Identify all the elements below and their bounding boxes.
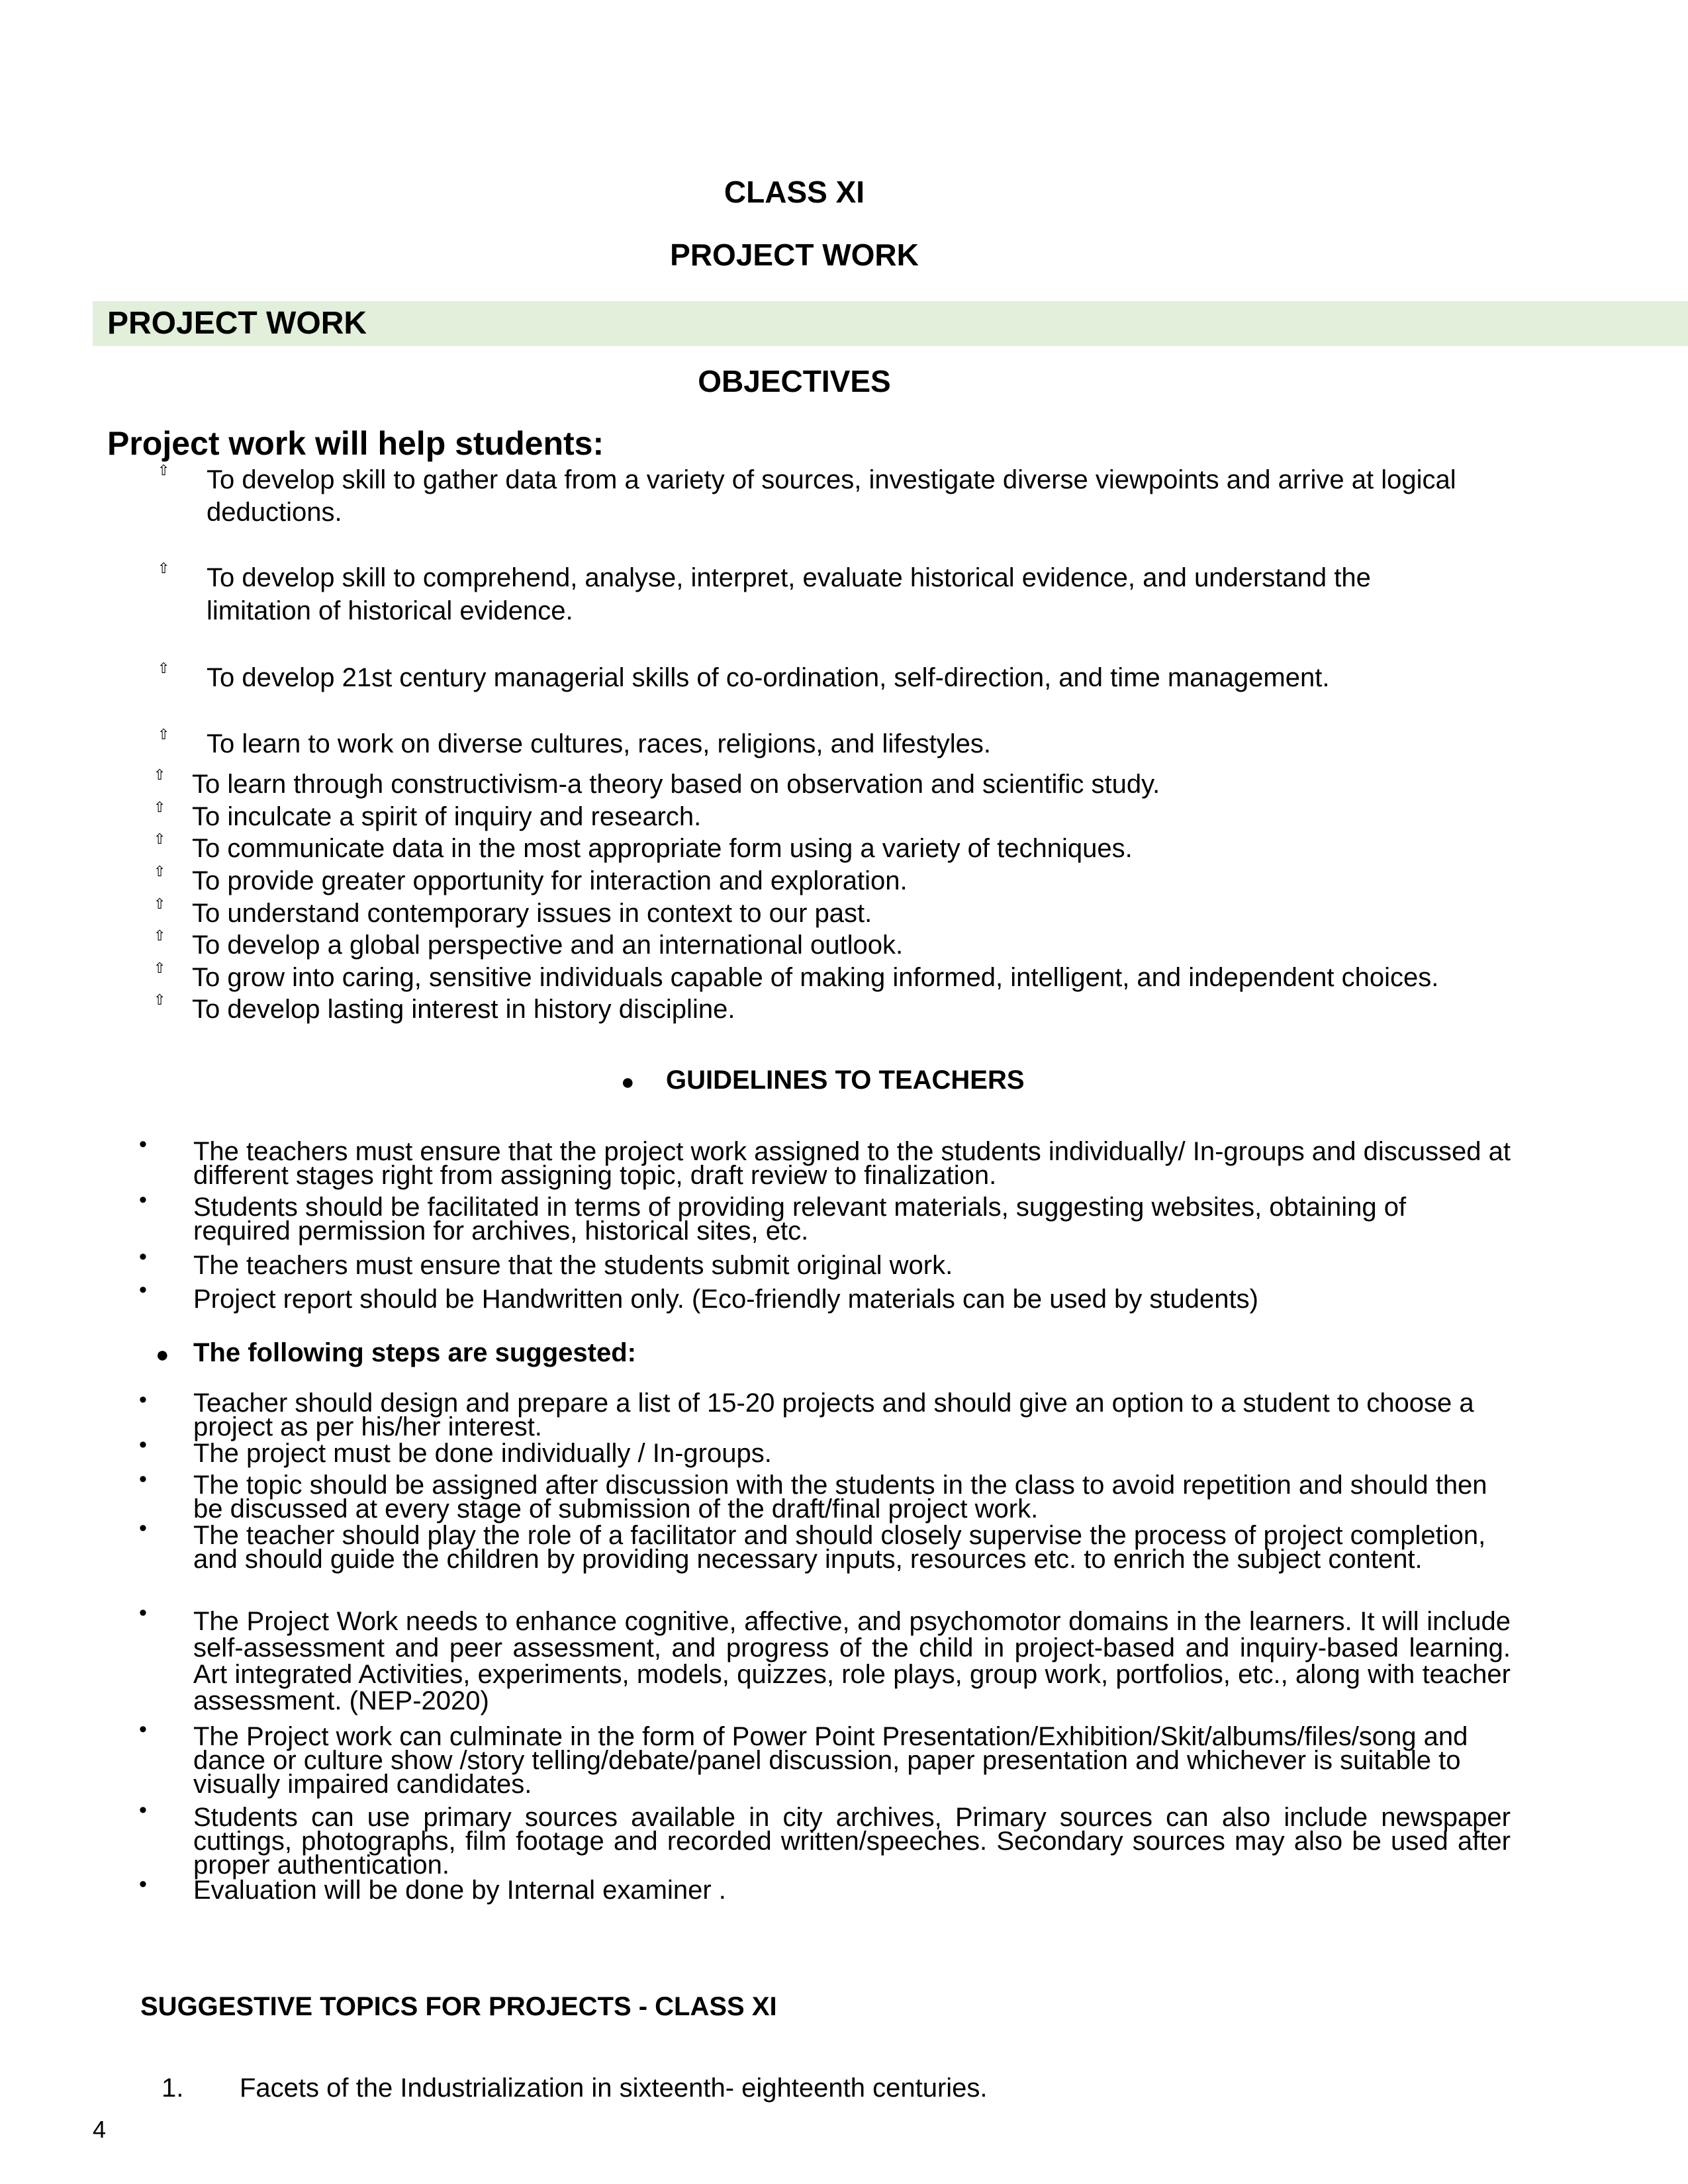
project-title: PROJECT WORK bbox=[670, 238, 919, 272]
list-item: ⇧ To develop lasting interest in history discipline. bbox=[154, 991, 735, 1024]
list-item-continuation: limitation of historical evidence. bbox=[207, 596, 573, 625]
arrow-bullet-icon: ⇧ bbox=[154, 960, 166, 976]
list-item: ⇧ To develop 21st century managerial skills of co-ordination, self-direction, and time management. bbox=[158, 660, 1330, 692]
list-item: The teachers must ensure that the project work assigned to the students individually/ In-groups and discussed at different stages right from assigning topic, draft review to finalization. bbox=[193, 1137, 1511, 1190]
list-item: ⇧ To learn to work on diverse cultures, races, religions, and lifestyles. bbox=[158, 726, 991, 758]
guidelines-heading: GUIDELINES TO TEACHERS bbox=[666, 1066, 1025, 1095]
bullet-icon: • bbox=[139, 1244, 147, 1269]
arrow-bullet-icon: ⇧ bbox=[158, 462, 170, 478]
objectives-intro: Project work will help students: bbox=[107, 425, 604, 462]
bullet-icon: • bbox=[139, 1187, 147, 1212]
list-item: The project must be done individually / In-groups. bbox=[193, 1439, 772, 1468]
list-item: ⇧ To inculcate a spirit of inquiry and research. bbox=[154, 799, 702, 831]
list-item: ⇧ To develop skill to comprehend, analyse, interpret, evaluate historical evidence, and understand the bbox=[158, 560, 1371, 592]
steps-heading: The following steps are suggested: bbox=[193, 1338, 636, 1367]
list-item: The topic should be assigned after discussion with the students in the class to avoid repetition and should then be discussed at every stage of submission of the draft/final project work. bbox=[193, 1471, 1487, 1524]
objectives-heading: OBJECTIVES bbox=[698, 364, 891, 398]
list-item: ⇧ To understand contemporary issues in context to our past. bbox=[154, 895, 872, 928]
list-item: Students can use primary sources available in city archives, Primary sources can also include newspaper cuttings, photographs, film footage and recorded written/speeches. Secondary sources may also be used after proper authentication. bbox=[193, 1803, 1511, 1880]
arrow-bullet-icon: ⇧ bbox=[158, 560, 170, 576]
bullet-icon: ● bbox=[156, 1342, 169, 1367]
topic-number: 1. bbox=[162, 2073, 184, 2103]
section-band-label: PROJECT WORK bbox=[107, 306, 367, 341]
list-item: The Project Work needs to enhance cognitive, affective, and psychomotor domains in the learners. It will include self-assessment and peer assessment, and progress of the child in project-based and inquiry-based learning. Art integrated Activities, experiments, models, quizzes, role plays, group work, portfolios, etc., along with teacher assessment. (NEP-2020) bbox=[193, 1607, 1511, 1715]
arrow-bullet-icon: ⇧ bbox=[154, 863, 166, 880]
bullet-icon: • bbox=[139, 1600, 147, 1625]
list-item: Evaluation will be done by Internal examiner . bbox=[193, 1876, 726, 1905]
arrow-bullet-icon: ⇧ bbox=[154, 799, 166, 815]
arrow-bullet-icon: ⇧ bbox=[158, 660, 170, 676]
list-item: ⇧ To grow into caring, sensitive individuals capable of making informed, intelligent, and independent choices. bbox=[154, 960, 1439, 992]
list-item: Project report should be Handwritten only. (Eco-friendly materials can be used by students) bbox=[193, 1285, 1258, 1314]
arrow-bullet-icon: ⇧ bbox=[154, 831, 166, 847]
bullet-icon: • bbox=[139, 1432, 147, 1457]
bullet-icon: • bbox=[139, 1872, 147, 1897]
list-item: The Project work can culminate in the form of Power Point Presentation/Exhibition/Skit/albums/files/song and dance or culture show /story telling/debate/panel discussion, paper presentation and whichever is suitable to visually impaired candidates. bbox=[193, 1722, 1468, 1799]
list-item: ⇧ To communicate data in the most appropriate form using a variety of techniques. bbox=[154, 831, 1133, 863]
class-title: CLASS XI bbox=[724, 175, 865, 209]
list-item: ⇧ To learn through constructivism-a theory based on observation and scientific study. bbox=[154, 766, 1160, 799]
list-item: ⇧ To develop skill to gather data from a variety of sources, investigate diverse viewpoints and arrive at logical bbox=[158, 462, 1456, 494]
arrow-bullet-icon: ⇧ bbox=[154, 927, 166, 944]
list-item: Teacher should design and prepare a list of 15-20 projects and should give an option to a student to choose a project as per his/her interest. bbox=[193, 1388, 1474, 1441]
arrow-bullet-icon: ⇧ bbox=[154, 766, 166, 783]
list-item: Students should be facilitated in terms of providing relevant materials, suggesting websites, obtaining of required permission for archives, historical sites, etc. bbox=[193, 1193, 1407, 1246]
topic-text: Facets of the Industrialization in sixteenth- eighteenth centuries. bbox=[240, 2073, 988, 2103]
list-item: The teachers must ensure that the students submit original work. bbox=[193, 1251, 953, 1280]
bullet-icon: • bbox=[139, 1797, 147, 1823]
arrow-bullet-icon: ⇧ bbox=[158, 726, 170, 743]
bullet-icon: • bbox=[139, 1516, 147, 1541]
list-item-continuation: deductions. bbox=[207, 498, 342, 527]
topics-heading: SUGGESTIVE TOPICS FOR PROJECTS - CLASS XI bbox=[140, 1992, 777, 2021]
bullet-icon: • bbox=[139, 1277, 147, 1302]
section-band bbox=[93, 301, 1688, 346]
list-item: ⇧ To provide greater opportunity for interaction and exploration. bbox=[154, 863, 908, 895]
bullet-icon: • bbox=[139, 1387, 147, 1412]
arrow-bullet-icon: ⇧ bbox=[154, 991, 166, 1008]
list-item: ⇧ To develop a global perspective and an international outlook. bbox=[154, 927, 904, 960]
bullet-icon: • bbox=[139, 1717, 147, 1742]
arrow-bullet-icon: ⇧ bbox=[154, 895, 166, 912]
page-number: 4 bbox=[93, 2116, 107, 2143]
bullet-icon: ● bbox=[621, 1069, 635, 1095]
list-item: The teacher should play the role of a facilitator and should closely supervise the process of project completion, and should guide the children by providing necessary inputs, resources etc. to enrich the subject content. bbox=[193, 1521, 1486, 1574]
bullet-icon: • bbox=[139, 1132, 147, 1157]
bullet-icon: • bbox=[139, 1467, 147, 1492]
